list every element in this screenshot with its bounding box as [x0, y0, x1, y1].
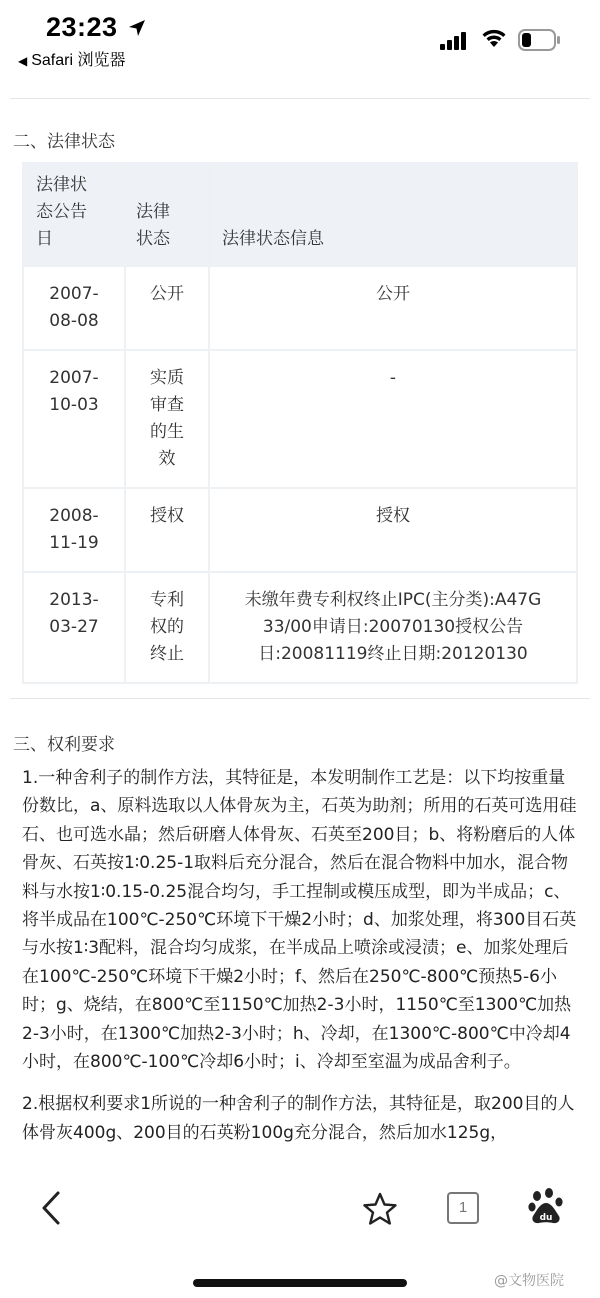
column-header-status: [125, 162, 209, 266]
back-to-app-button[interactable]: [18, 47, 125, 70]
cellular-signal-icon: [440, 32, 468, 50]
location-arrow-icon: [127, 18, 147, 38]
browser-toolbar: [0, 1170, 600, 1248]
baidu-paw-icon[interactable]: [528, 1188, 564, 1226]
table-row: [23, 350, 577, 488]
tabs-button[interactable]: 1: [447, 1192, 479, 1224]
divider: [10, 98, 590, 99]
claim-paragraph: 1.一种舍利子的制作方法，其特征是，本发明制作工艺是：以下均按重量份数比，a、原料选取以人体骨灰为主，石英为助剂；所用的石英可选用硅石、也可选水晶；然后研磨人体骨灰、石英至200目；b、将粉磨后的人体骨灰、石英按1∶0.25-1取料后充分混合，然后在混合物料中加水，混合物料与水按1∶0.15-0.25混合均匀，手工捏制或模压成型，即为半成品；c、将半成品在100℃-250℃环境下干燥2小时；d、加浆处理，将300目石英与水按1∶3配料，混合均匀成浆，在半成品上喷涂或浸渍；e、加浆处理后在100℃-250℃环境下干燥2小时；f、然后在250℃-800℃预热5-6小时；g、烧结，在800℃至1150℃加热2-3小时，1150℃至1300℃加热2-3小时，在1300℃加热2-3小时；h、冷却，在1300℃-800℃中冷却4小时，在800℃-100℃冷却6小时；i、冷却至室温为成品舍利子。: [22, 768, 577, 1073]
claims-body: [22, 764, 578, 1161]
star-icon[interactable]: [362, 1192, 398, 1226]
cell-status: 专利 权的 终止: [125, 572, 209, 683]
cell-info: 公开: [209, 266, 577, 350]
header-line: 日: [36, 229, 53, 249]
table-header-row: [23, 162, 577, 266]
claim-paragraph: 2.根据权利要求1所说的一种舍利子的制作方法，其特征是，取200目的人体骨灰400g、200目的石英粉100g充分混合，然后加水125g，: [22, 1094, 575, 1143]
battery-icon: [518, 29, 560, 51]
divider: [10, 698, 590, 699]
clock-time: 23:23: [46, 12, 118, 42]
table-row: [23, 572, 577, 683]
cell-date: 2007- 10-03: [23, 350, 125, 488]
back-app-label: Safari 浏览器: [31, 52, 126, 69]
svg-text:du: du: [539, 1213, 553, 1223]
home-indicator[interactable]: [193, 1279, 407, 1287]
cell-info: 未缴年费专利权终止IPC(主分类):A47G 33/00申请日:20070130授权公告 日:20081119终止日期:20120130: [209, 572, 577, 683]
page-content: [0, 78, 600, 1170]
chevron-left-icon[interactable]: [36, 1190, 66, 1226]
cell-status: 公开: [125, 266, 209, 350]
cell-date: 2007- 08-08: [23, 266, 125, 350]
column-header-info: 法律状态信息: [209, 162, 577, 266]
table-row: [23, 266, 577, 350]
cell-info: -: [209, 350, 577, 488]
wifi-icon: [481, 28, 507, 48]
legal-status-heading: 二、法律状态: [13, 132, 115, 152]
header-line: 法律: [136, 202, 170, 222]
watermark: @文物医院: [494, 1273, 564, 1289]
cell-info: 授权: [209, 488, 577, 572]
table-row: [23, 488, 577, 572]
back-triangle-icon: ◀: [18, 54, 28, 68]
header-line: 态公告: [36, 202, 87, 222]
cell-status: 授权: [125, 488, 209, 572]
legal-status-table: [22, 162, 578, 684]
claims-heading: 三、权利要求: [13, 735, 115, 755]
header-line: 法律状: [36, 175, 87, 195]
cell-status: 实质 审查 的生 效: [125, 350, 209, 488]
status-bar: [0, 0, 600, 78]
header-line: 状态: [136, 229, 170, 249]
cell-date: 2008- 11-19: [23, 488, 125, 572]
cell-date: 2013- 03-27: [23, 572, 125, 683]
column-header-date: [23, 162, 125, 266]
